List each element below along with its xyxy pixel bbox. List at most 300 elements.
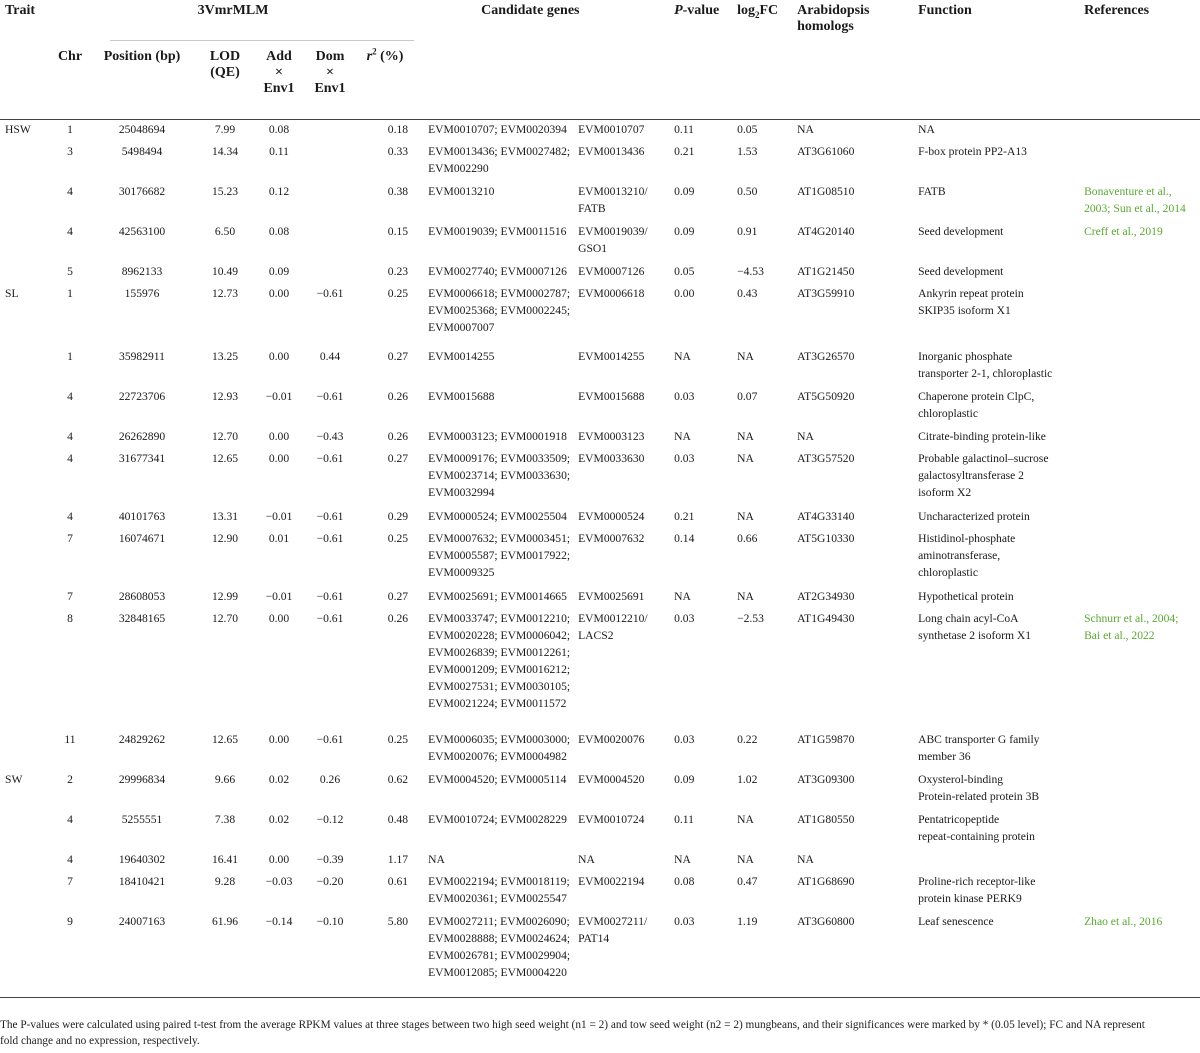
header-lod: LOD (QE) — [209, 49, 241, 80]
cell-candidate-genes-line: EVM0032994 — [428, 485, 495, 499]
cell-lod: 16.41 — [211, 852, 239, 866]
cell-candidate-genes-line: EVM0026839; EVM0012261; — [428, 645, 571, 659]
cell-lod: 12.65 — [211, 451, 239, 465]
cell-dom-env — [304, 262, 356, 284]
cell-candidate — [576, 222, 674, 262]
cell-log2fc: NA — [737, 852, 754, 866]
cell-candidate — [576, 387, 674, 427]
cell-dom-env: −0.61 — [316, 589, 344, 603]
cell-chr: 1 — [67, 286, 73, 300]
cell-chr: 1 — [67, 349, 73, 363]
cell-dom-env: −0.10 — [316, 914, 344, 928]
cell-add-env: 0.00 — [268, 451, 290, 465]
cell-dom-env: −0.43 — [316, 429, 344, 443]
cell-candidate-genes — [414, 770, 576, 810]
cell-candidate — [576, 529, 674, 587]
cell-add-env: 0.00 — [268, 732, 290, 746]
cell-candidate-genes-line: EVM0022194; EVM0018119; — [428, 874, 570, 888]
cell-function-line: ABC transporter G family — [918, 732, 1040, 746]
cell-lod: 14.34 — [211, 144, 239, 158]
cell-candidate-genes-line: EVM0015688 — [428, 389, 495, 403]
cell-references — [1084, 222, 1200, 262]
header-r2: $r^2$ (%) — [366, 46, 404, 64]
cell-candidate-genes — [414, 142, 576, 182]
header-arabidopsis: Arabidopsis homologs — [797, 3, 870, 34]
cell-pvalue: 0.11 — [674, 120, 737, 142]
cell-candidate-genes-line: EVM0027211; EVM0026090; — [428, 914, 570, 928]
cell-arabidopsis: AT2G34930 — [797, 589, 855, 603]
cell-add-env: 0.12 — [268, 184, 290, 198]
cell-candidate-line: EVM0013210/ — [578, 184, 648, 198]
cell-function-line: Probable galactinol–sucrose — [918, 451, 1049, 465]
table-body — [0, 120, 1200, 992]
table-row — [0, 262, 1200, 284]
cell-candidate-genes — [414, 609, 576, 730]
cell-function-line: transporter 2-1, chloroplastic — [918, 366, 1053, 380]
table-row — [0, 347, 1200, 387]
cell-references — [1084, 507, 1200, 529]
cell-position: 29996834 — [118, 772, 166, 786]
cell-pvalue: 0.03 — [674, 732, 695, 746]
cell-pvalue: NA — [674, 349, 691, 363]
cell-references — [1084, 912, 1200, 992]
cell-candidate — [576, 427, 674, 449]
cell-lod: 15.23 — [211, 184, 239, 198]
cell-chr: 8 — [67, 611, 73, 625]
cell-candidate-line: EVM0014255 — [578, 349, 645, 363]
cell-arabidopsis: NA — [797, 120, 918, 142]
cell-log2fc: 0.47 — [737, 874, 758, 888]
table-row — [0, 120, 1200, 142]
cell-function — [918, 507, 1084, 529]
cell-function-line: Proline-rich receptor-like — [918, 874, 1036, 888]
cell-add-env: 0.09 — [268, 264, 290, 278]
cell-function — [918, 427, 1084, 449]
header-position: Position (bp) — [103, 49, 181, 64]
cell-lod: 12.65 — [211, 732, 239, 746]
table-row — [0, 850, 1200, 872]
cell-log2fc: 1.02 — [737, 772, 758, 786]
cell-r2: 0.15 — [387, 224, 409, 238]
cell-candidate-genes — [414, 507, 576, 529]
cell-candidate-genes-line: EVM0003123; EVM0001918 — [428, 429, 567, 443]
cell-candidate-genes — [414, 262, 576, 284]
cell-r2: 0.27 — [387, 451, 409, 465]
cell-pvalue: 0.09 — [674, 772, 695, 786]
cell-candidate-genes-line: EVM0027531; EVM0030105; — [428, 679, 571, 693]
cell-chr: 7 — [67, 874, 73, 888]
cell-add-env: 0.08 — [268, 224, 290, 238]
cell-candidate-genes — [414, 387, 576, 427]
cell-candidate-genes-line: EVM0013436; EVM0027482; — [428, 144, 571, 158]
cell-log2fc: 1.19 — [737, 914, 758, 928]
cell-references — [1084, 387, 1200, 427]
cell-log2fc: NA — [737, 451, 754, 465]
cell-candidate-line: EVM0007126 — [578, 264, 645, 278]
cell-references — [1084, 449, 1200, 507]
cell-lod: 9.66 — [214, 772, 236, 786]
cell-candidate — [576, 587, 674, 609]
cell-add-env: −0.03 — [265, 874, 293, 888]
cell-add-env: 0.01 — [268, 531, 290, 545]
cell-function-line: FATB — [918, 184, 946, 198]
cell-dom-env — [304, 120, 356, 142]
cell-references — [1084, 529, 1200, 587]
cell-chr: 4 — [67, 451, 73, 465]
cell-log2fc: −2.53 — [737, 611, 764, 625]
cell-candidate-line: NA — [578, 852, 595, 866]
cell-arabidopsis: AT1G80550 — [797, 812, 855, 826]
cell-candidate-genes — [414, 730, 576, 770]
cell-function — [918, 387, 1084, 427]
cell-candidate-genes — [414, 529, 576, 587]
cell-candidate-line: EVM0022194 — [578, 874, 645, 888]
cell-candidate — [576, 850, 674, 872]
cell-dom-env: 0.44 — [319, 349, 341, 363]
cell-position: 155976 — [124, 286, 160, 300]
cell-arabidopsis: NA — [797, 852, 814, 866]
cell-candidate — [576, 284, 674, 347]
cell-pvalue: 0.03 — [674, 611, 695, 625]
cell-function-line: aminotransferase, — [918, 548, 1001, 562]
cell-candidate — [576, 810, 674, 850]
cell-r2: 0.29 — [387, 509, 409, 523]
cell-log2fc: NA — [737, 812, 754, 826]
cell-add-env: 0.00 — [268, 429, 290, 443]
cell-chr: 3 — [67, 144, 73, 158]
table-row — [0, 507, 1200, 529]
cell-trait — [0, 730, 52, 770]
cell-candidate-genes — [414, 810, 576, 850]
cell-references — [1084, 609, 1200, 730]
cell-candidate — [576, 912, 674, 992]
cell-add-env: 0.02 — [268, 772, 290, 786]
cell-arabidopsis: AT4G20140 — [797, 224, 855, 238]
cell-candidate-genes-line: EVM0027740; EVM0007126 — [428, 264, 567, 278]
cell-position: 5255551 — [121, 812, 163, 826]
cell-function — [918, 587, 1084, 609]
cell-candidate-line: EVM0003123 — [578, 429, 645, 443]
cell-dom-env: −0.39 — [316, 852, 344, 866]
cell-candidate-genes — [414, 850, 576, 872]
cell-candidate-line: PAT14 — [578, 931, 610, 945]
cell-dom-env: 0.26 — [319, 772, 341, 786]
cell-dom-env: −0.61 — [316, 531, 344, 545]
cell-candidate-genes-line: EVM0020076; EVM0004982 — [428, 749, 567, 763]
cell-references-line: Schnurr et al., 2004; — [1084, 611, 1179, 625]
footnote-line-1: The P-values were calculated using paired t-test from the average RPKM values at three stages between two high seed weight (n1 = 2) and tow seed weight (n2 = 2) mungbeans, and their significances were marked by * (0.05 level); FC and NA represent — [0, 1019, 1145, 1031]
table-row — [0, 872, 1200, 912]
table-row — [0, 810, 1200, 850]
cell-r2: 0.25 — [387, 531, 409, 545]
cell-arabidopsis: AT3G09300 — [797, 772, 855, 786]
header-references: References — [1084, 3, 1150, 18]
cell-trait — [0, 850, 52, 872]
cell-log2fc: 0.22 — [737, 732, 758, 746]
cell-dom-env: −0.61 — [316, 286, 344, 300]
cell-candidate-line: EVM0010707 — [578, 123, 645, 136]
cell-chr: 7 — [67, 531, 73, 545]
cell-chr: 1 — [52, 120, 88, 142]
cell-function-line: galactosyltransferase 2 — [918, 468, 1024, 482]
cell-function-line: Ankyrin repeat protein — [918, 286, 1024, 300]
cell-candidate-genes — [414, 120, 576, 142]
cell-lod: 7.38 — [214, 812, 236, 826]
cell-position: 18410421 — [118, 874, 166, 888]
cell-log2fc: −4.53 — [737, 264, 764, 278]
cell-dom-env: −0.61 — [316, 509, 344, 523]
cell-references — [1084, 872, 1200, 912]
table-row — [0, 427, 1200, 449]
cell-candidate-genes-line: EVM0033747; EVM0012210; — [428, 611, 571, 625]
cell-chr: 4 — [67, 224, 73, 238]
cell-candidate — [576, 872, 674, 912]
cell-add-env: 0.08 — [254, 120, 304, 142]
cell-function-line: Seed development — [918, 264, 1004, 278]
cell-r2: 0.26 — [387, 429, 409, 443]
cell-candidate-genes-line: EVM0028888; EVM0024624; — [428, 931, 571, 945]
cell-position: 24829262 — [118, 732, 166, 746]
cell-r2: 0.33 — [387, 144, 409, 158]
cell-references — [1084, 262, 1200, 284]
cell-r2: 0.26 — [387, 611, 409, 625]
cell-candidate-line: EVM0013436 — [578, 144, 645, 158]
cell-r2: 0.48 — [387, 812, 409, 826]
cell-arabidopsis: AT5G50920 — [797, 389, 855, 403]
cell-candidate-genes — [414, 347, 576, 387]
cell-function — [918, 770, 1084, 810]
cell-candidate — [576, 347, 674, 387]
header-pvalue: P-value — [674, 3, 720, 18]
cell-position: 26262890 — [118, 429, 166, 443]
cell-arabidopsis: AT1G08510 — [797, 184, 855, 198]
cell-trait — [0, 427, 52, 449]
cell-position: 32848165 — [118, 611, 166, 625]
cell-r2: 0.27 — [387, 589, 409, 603]
cell-dom-env: −0.20 — [316, 874, 344, 888]
cell-candidate — [576, 609, 674, 730]
cell-candidate-genes-line: NA — [428, 852, 445, 866]
cell-pvalue: NA — [674, 589, 691, 603]
table-row — [0, 222, 1200, 262]
cell-function-line: Protein-related protein 3B — [918, 789, 1040, 803]
cell-arabidopsis: AT3G60800 — [797, 914, 855, 928]
cell-add-env: 0.02 — [268, 812, 290, 826]
cell-candidate-line: EVM0000524 — [578, 509, 645, 523]
cell-candidate-genes-line: EVM0007632; EVM0003451; — [428, 531, 571, 545]
cell-function-line: chloroplastic — [918, 565, 978, 579]
header-dom-env: Dom × Env1 — [314, 49, 346, 96]
cell-pvalue: 0.03 — [674, 389, 695, 403]
table-footnote — [0, 1017, 1195, 1049]
cell-function — [918, 529, 1084, 587]
cell-position: 8962133 — [121, 264, 163, 278]
cell-function — [918, 449, 1084, 507]
cell-candidate-line: EVM0015688 — [578, 389, 645, 403]
cell-candidate-line: GSO1 — [578, 241, 608, 255]
cell-r2: 0.27 — [387, 349, 409, 363]
cell-trait — [0, 262, 52, 284]
cell-function-line: isoform X2 — [918, 485, 972, 499]
cell-trait — [0, 810, 52, 850]
cell-references — [1084, 730, 1200, 770]
cell-candidate-genes-line: EVM0025368; EVM0002245; — [428, 303, 571, 317]
cell-position: 25048694 — [88, 120, 196, 142]
cell-r2: 0.38 — [387, 184, 409, 198]
cell-references — [1084, 347, 1200, 387]
cell-references — [1084, 810, 1200, 850]
cell-r2: 1.17 — [387, 852, 409, 866]
cell-r2: 0.26 — [387, 389, 409, 403]
cell-function — [918, 810, 1084, 850]
cell-candidate-genes-line: EVM0006035; EVM0003000; — [428, 732, 571, 746]
cell-trait — [0, 587, 52, 609]
cell-lod: 13.31 — [211, 509, 239, 523]
cell-add-env: −0.14 — [265, 914, 293, 928]
cell-candidate-genes — [414, 222, 576, 262]
cell-references — [1084, 850, 1200, 872]
cell-position: 42563100 — [118, 224, 166, 238]
cell-trait — [0, 912, 52, 992]
cell-add-env: 0.00 — [268, 611, 290, 625]
cell-pvalue: 0.21 — [674, 509, 695, 523]
cell-candidate-genes-line: EVM0004520; EVM0005114 — [428, 772, 567, 786]
cell-arabidopsis: AT3G57520 — [797, 451, 855, 465]
cell-chr: 4 — [67, 389, 73, 403]
cell-candidate-genes — [414, 912, 576, 992]
cell-function — [918, 730, 1084, 770]
cell-add-env: −0.01 — [265, 509, 293, 523]
cell-position: 16074671 — [118, 531, 166, 545]
cell-references-line: Bai et al., 2022 — [1084, 628, 1155, 642]
cell-function — [918, 120, 1084, 142]
cell-position: 24007163 — [118, 914, 166, 928]
cell-lod: 61.96 — [211, 914, 239, 928]
cell-function — [918, 912, 1084, 992]
cell-trait: HSW — [0, 120, 52, 142]
cell-pvalue: 0.09 — [674, 224, 695, 238]
cell-references — [1084, 142, 1200, 182]
cell-function — [918, 142, 1084, 182]
cell-trait — [0, 507, 52, 529]
table-row — [0, 182, 1200, 222]
cell-function-line: NA — [918, 123, 935, 136]
cell-function-line: Chaperone protein ClpC, — [918, 389, 1035, 403]
table-row — [0, 449, 1200, 507]
cell-function-line: Oxysterol-binding — [918, 772, 1004, 786]
cell-references — [1084, 587, 1200, 609]
cell-candidate-genes-line: EVM0009325 — [428, 565, 495, 579]
cell-candidate-genes-line: EVM0010707; EVM0020394 — [428, 123, 567, 136]
cell-dom-env: −0.61 — [316, 389, 344, 403]
cell-r2: 0.25 — [387, 286, 409, 300]
cell-log2fc: 0.91 — [737, 224, 758, 238]
cell-arabidopsis: AT3G61060 — [797, 144, 855, 158]
cell-lod: 12.93 — [211, 389, 239, 403]
cell-function-line: Hypothetical protein — [918, 589, 1014, 603]
cell-add-env: 0.00 — [268, 852, 290, 866]
cell-pvalue: NA — [674, 852, 691, 866]
cell-function — [918, 850, 1084, 872]
cell-log2fc: NA — [737, 589, 754, 603]
cell-log2fc: 0.66 — [737, 531, 758, 545]
cell-candidate-line: EVM0025691 — [578, 589, 645, 603]
cell-trait — [0, 529, 52, 587]
cell-pvalue: 0.09 — [674, 184, 695, 198]
cell-chr: 4 — [67, 812, 73, 826]
cell-function — [918, 262, 1084, 284]
cell-function-line: Long chain acyl-CoA — [918, 611, 1019, 625]
cell-candidate — [576, 730, 674, 770]
header-3vmrmlm: 3VmrMLM — [52, 0, 414, 49]
cell-candidate-line: EVM0010724 — [578, 812, 645, 826]
cell-dom-env — [304, 142, 356, 182]
header-log2fc: $\log_2FC$ — [737, 3, 779, 20]
cell-arabidopsis: AT1G49430 — [797, 611, 855, 625]
cell-candidate-line: LACS2 — [578, 628, 614, 642]
cell-lod: 12.70 — [211, 611, 239, 625]
cell-chr: 4 — [67, 184, 73, 198]
cell-r2: 5.80 — [387, 914, 409, 928]
cell-trait — [0, 222, 52, 262]
cell-candidate-genes-line: EVM0021224; EVM0011572 — [428, 696, 567, 710]
cell-candidate-line: EVM0006618 — [578, 286, 645, 300]
cell-function-line: Seed development — [918, 224, 1004, 238]
cell-position: 19640302 — [118, 852, 166, 866]
cell-function-line: repeat-containing protein — [918, 829, 1035, 843]
cell-candidate-genes-line: EVM0007007 — [428, 320, 495, 334]
cell-candidate-genes-line: EVM0025691; EVM0014665 — [428, 589, 567, 603]
cell-arabidopsis: AT3G59910 — [797, 286, 855, 300]
cell-candidate — [576, 120, 674, 142]
cell-candidate-genes — [414, 449, 576, 507]
cell-candidate-genes-line: EVM0010724; EVM0028229 — [428, 812, 567, 826]
cell-log2fc: NA — [737, 429, 754, 443]
cell-candidate-genes-line: EVM0006618; EVM0002787; — [428, 286, 571, 300]
table-header — [0, 0, 1200, 120]
cell-candidate-genes-line: EVM0005587; EVM0017922; — [428, 548, 571, 562]
cell-chr: 4 — [67, 852, 73, 866]
cell-log2fc: 0.43 — [737, 286, 758, 300]
cell-candidate-line: FATB — [578, 201, 606, 215]
cell-candidate-genes-line: EVM0001209; EVM0016212; — [428, 662, 571, 676]
cell-candidate-genes-line: EVM0026781; EVM0029904; — [428, 948, 571, 962]
cell-references — [1084, 770, 1200, 810]
cell-add-env: 0.00 — [268, 286, 290, 300]
cell-function-line: SKIP35 isoform X1 — [918, 303, 1011, 317]
cell-function — [918, 347, 1084, 387]
cell-function — [918, 609, 1084, 730]
cell-candidate-line: EVM0004520 — [578, 772, 645, 786]
cell-chr: 7 — [67, 589, 73, 603]
cell-references — [1084, 120, 1200, 142]
cell-position: 31677341 — [118, 451, 166, 465]
header-candidate-genes: Candidate genes — [481, 3, 580, 18]
cell-candidate-line: EVM0012210/ — [578, 611, 648, 625]
cell-candidate-genes-line: EVM0000524; EVM0025504 — [428, 509, 567, 523]
cell-candidate-line: EVM0007632 — [578, 531, 645, 545]
cell-function-line: protein kinase PERK9 — [918, 891, 1022, 905]
table-row — [0, 609, 1200, 730]
cell-lod: 12.90 — [211, 531, 239, 545]
table-row — [0, 587, 1200, 609]
cell-function — [918, 222, 1084, 262]
cell-candidate-genes — [414, 182, 576, 222]
header-add-env: Add × Env1 — [263, 49, 295, 96]
cell-chr: 4 — [67, 429, 73, 443]
cell-chr: 11 — [64, 732, 76, 746]
cell-lod: 9.28 — [214, 874, 236, 888]
